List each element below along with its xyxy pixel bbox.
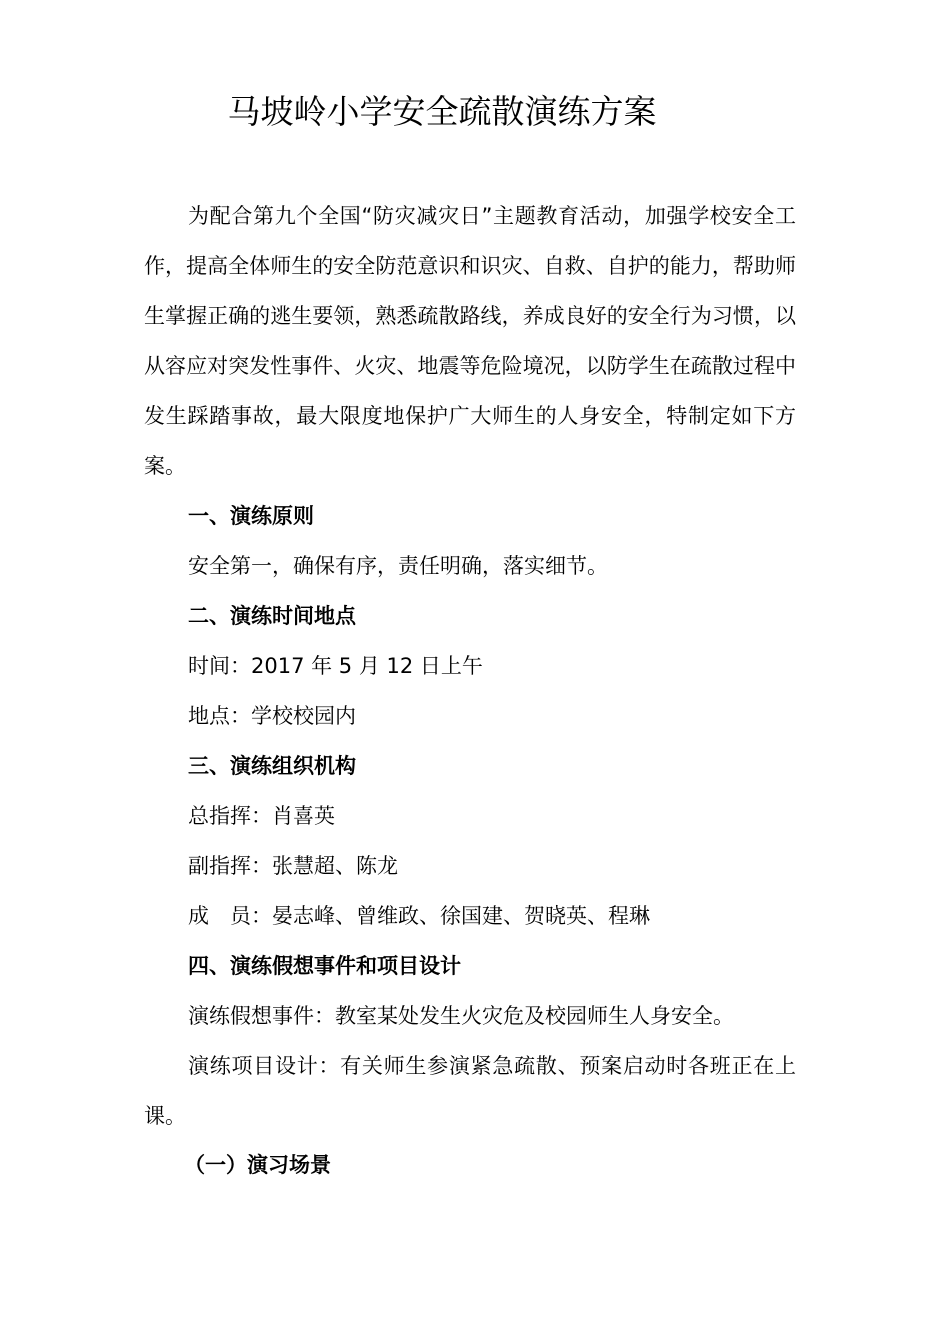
section-heading-time-place: 二、演练时间地点 [188, 604, 356, 628]
time-text: 时间：2017 年 5 月 12 日上午 [188, 654, 483, 678]
deputy-text: 副指挥：张慧超、陈龙 [188, 854, 398, 878]
document-title: 马坡岭小学安全疏散演练方案 [227, 92, 657, 131]
section-heading-principles: 一、演练原则 [188, 504, 314, 528]
members-text: 成 员：晏志峰、曾维政、徐国建、贺晓英、程琳 [188, 904, 650, 928]
principles-text: 安全第一，确保有序，责任明确，落实细节。 [188, 554, 608, 578]
scenario-event-text: 演练假想事件：教室某处发生火灾危及校园师生人身安全。 [188, 1004, 734, 1028]
place-text: 地点：学校校园内 [188, 704, 356, 728]
commander-text: 总指挥：肖喜英 [188, 804, 335, 828]
scenario-design-paragraph: 演练项目设计：有关师生参演紧急疏散、预案启动时各班正在上课。 [144, 1054, 796, 1128]
section-heading-scenario: 四、演练假想事件和项目设计 [188, 954, 461, 978]
subsection-heading-scene: （一）演习场景 [184, 1153, 331, 1177]
section-heading-organization: 三、演练组织机构 [188, 754, 356, 778]
intro-paragraph: 为配合第九个全国“防灾减灾日”主题教育活动，加强学校安全工作，提高全体师生的安全防范意识和识灾、自救、自护的能力，帮助师生掌握正确的逃生要领，熟悉疏散路线，养成良好的安全行为习惯，以从容应对突发性事件、火灾、地震等危险境况，以防学生在疏散过程中发生踩踏事故，最大限度地保护广大师生的人身安全，特制定如下方案。 [144, 204, 796, 478]
